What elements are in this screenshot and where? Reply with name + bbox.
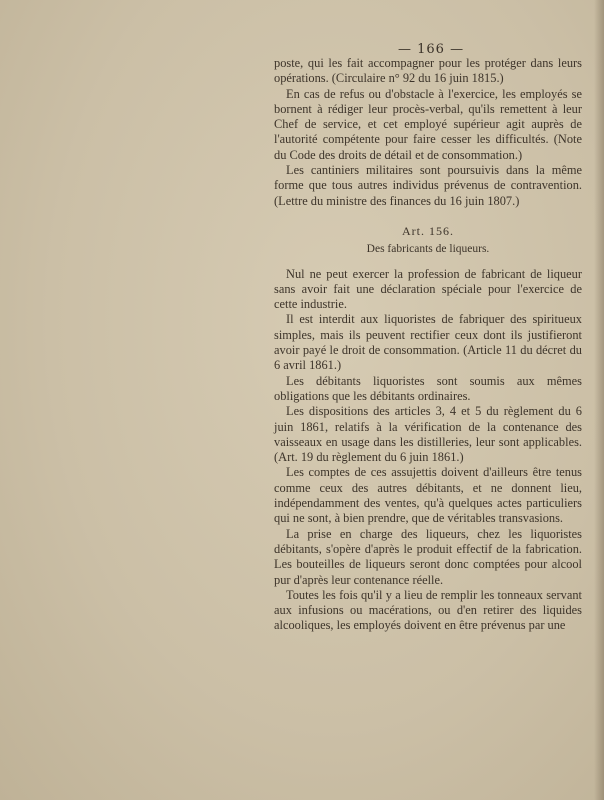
- page-text: [274, 56, 582, 634]
- paragraph: poste, qui les fait accompagner pour les protéger dans leurs opérations. (Circulaire n° 92 du 16 juin 1815.): [274, 56, 582, 86]
- paragraph: Il est interdit aux liquoristes de fabriquer des spiritueux simples, mais ils peuvent rectifier ceux dont ils justifieront avoir payé le droit de consommation. (Article 11 du décret du 6 avril 1861.): [274, 312, 582, 373]
- paragraph: Nul ne peut exercer la profession de fabricant de liqueur sans avoir fait une déclaration spéciale pour l'exercice de cette industrie.: [274, 266, 582, 312]
- paragraph: Les dispositions des articles 3, 4 et 5 du règlement du 6 juin 1861, relatifs à la vérification de la contenance des vaisseaux en usage dans les distilleries, leur sont applicables. (Art. 19 du règlement du 6 juin 1861.): [274, 404, 582, 465]
- paragraph: Les comptes de ces assujettis doivent d'ailleurs être tenus comme ceux des autres débitants, et ne donnent lieu, indépendamment des ventes, qu'à quelques actes particuliers qui ne sont, à bien prendre, que de véritables transvasions.: [274, 465, 582, 526]
- page-number: — 166 —: [398, 42, 465, 57]
- article-subtitle: Des fabricants de liqueurs.: [366, 243, 490, 256]
- paragraph: La prise en charge des liqueurs, chez les liquoristes débitants, s'opère d'après le produit effectif de la fabrication. Les bouteilles de liqueurs seront donc comptées pour alcool pur d'après leur contenance réelle.: [274, 526, 582, 587]
- paragraph: En cas de refus ou d'obstacle à l'exercice, les employés se bornent à rédiger leur procès-verbal, qu'ils remettent à leur Chef de service, et cet employé supérieur agit auprès de l'autorité compétente pour faire cesser les difficultés. (Note du Code des droits de détail et de consommation.): [274, 86, 582, 162]
- paragraph: Les cantiniers militaires sont poursuivis dans la même forme que tous autres individus prévenus de contravention. (Lettre du ministre des finances du 16 juin 1807.): [274, 163, 582, 208]
- paragraph: Toutes les fois qu'il y a lieu de remplir les tonneaux servant aux infusions ou macérations, ou d'en retirer des liquides alcooliques, les employés doivent en être prévenus par une: [274, 587, 582, 633]
- paragraph: Les débitants liquoristes sont soumis aux mêmes obligations que les débitants ordinaires.: [274, 373, 582, 403]
- article-heading: Art. 156.: [402, 223, 454, 238]
